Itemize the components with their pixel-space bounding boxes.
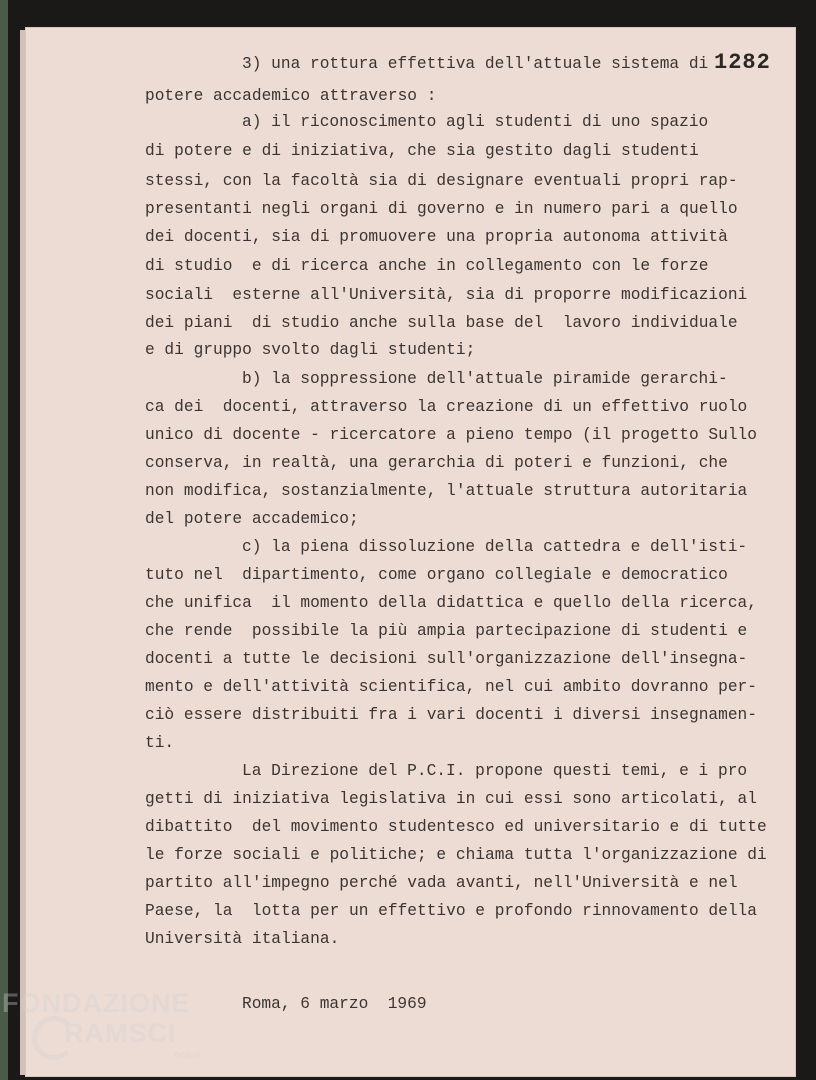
text-line: le forze sociali e politiche; e chiama tutta l'organizzazione di — [145, 846, 767, 864]
watermark-onlus: onlus — [174, 1050, 201, 1061]
watermark-line1: FONDAZIONE — [2, 988, 191, 1018]
text-line: docenti a tutte le decisioni sull'organizzazione dell'insegna- — [145, 650, 748, 668]
text-line: che rende possibile la più ampia partecipazione di studenti e — [145, 622, 748, 640]
page-number: 1282 — [714, 50, 771, 75]
text-line: mento e dell'attività scientifica, nel cui ambito dovranno per- — [145, 678, 757, 696]
watermark-line2: RAMSCI — [64, 1018, 177, 1048]
text-line: di studio e di ricerca anche in collegamento con le forze — [145, 257, 709, 275]
text-line: unico di docente - ricercatore a pieno tempo (il progetto Sullo — [145, 426, 757, 444]
text-line: 3) una rottura effettiva dell'attuale sistema di — [242, 55, 709, 73]
text-line: non modifica, sostanzialmente, l'attuale struttura autoritaria — [145, 482, 748, 500]
text-line: ti. — [145, 734, 175, 752]
text-line: ca dei docenti, attraverso la creazione di un effettivo ruolo — [145, 398, 748, 416]
text-line: a) il riconoscimento agli studenti di uno spazio — [242, 113, 709, 131]
text-line: e di gruppo svolto dagli studenti; — [145, 341, 476, 359]
text-line: c) la piena dissoluzione della cattedra e dell'isti- — [242, 538, 748, 556]
binder-edge — [0, 0, 8, 1080]
signoff-date: Roma, 6 marzo 1969 — [242, 995, 427, 1013]
text-line: La Direzione del P.C.I. propone questi temi, e i pro — [242, 762, 748, 780]
text-line: Università italiana. — [145, 930, 340, 948]
text-line: conserva, in realtà, una gerarchia di poteri e funzioni, che — [145, 454, 728, 472]
text-line: stessi, con la facoltà sia di designare eventuali propri rap- — [145, 172, 738, 190]
text-line: Paese, la lotta per un effettivo e profondo rinnovamento della — [145, 902, 757, 920]
text-line: potere accademico attraverso : — [145, 87, 437, 105]
text-line: getti di iniziativa legislativa in cui essi sono articolati, al — [145, 790, 757, 808]
text-line: dibattito del movimento studentesco ed universitario e di tutte — [145, 818, 767, 836]
text-line: b) la soppressione dell'attuale piramide gerarchi- — [242, 370, 728, 388]
text-line: partito all'impegno perché vada avanti, nell'Università e nel — [145, 874, 738, 892]
text-line: del potere accademico; — [145, 510, 359, 528]
text-line: dei piani di studio anche sulla base del lavoro individuale — [145, 314, 738, 332]
text-line: presentanti negli organi di governo e in numero pari a quello — [145, 200, 738, 218]
text-line: tuto nel dipartimento, come organo collegiale e democratico — [145, 566, 728, 584]
text-line: dei docenti, sia di promuovere una propria autonoma attività — [145, 228, 728, 246]
text-line: che unifica il momento della didattica e quello della ricerca, — [145, 594, 757, 612]
text-line: di potere e di iniziativa, che sia gestito dagli studenti — [145, 142, 699, 160]
fondazione-gramsci-watermark — [2, 988, 232, 1078]
text-line: sociali esterne all'Università, sia di proporre modificazioni — [145, 286, 748, 304]
text-line: ciò essere distribuiti fra i vari docenti i diversi insegnamen- — [145, 706, 757, 724]
